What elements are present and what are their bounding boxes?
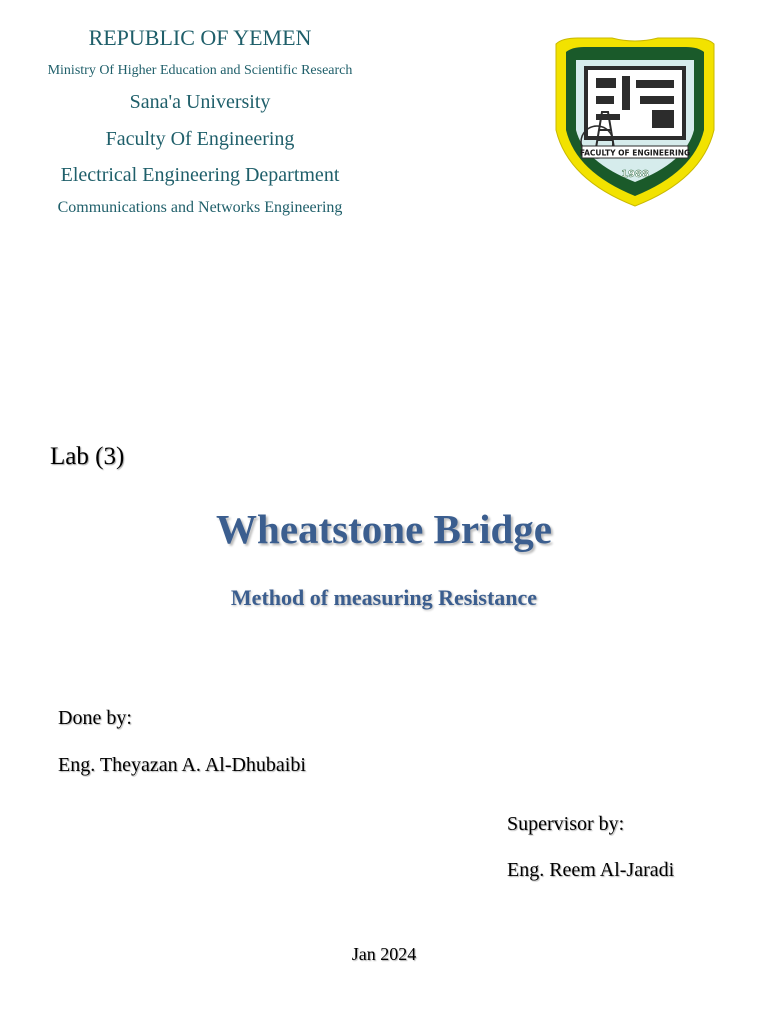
logo-mark-block-2 [622, 76, 630, 110]
supervisor-name: Eng. Reem Al-Jaradi [507, 859, 675, 881]
report-date: Jan 2024 [351, 944, 417, 964]
report-subtitle: Method of measuring Resistance [230, 585, 538, 610]
logo-mark-block-6 [652, 110, 674, 128]
university-name: Sana'a University [129, 91, 271, 113]
logo-faculty-text: FACULTY OF ENGINEERING [579, 148, 691, 158]
lab-number: Lab (3) [50, 443, 125, 470]
logo-mark-block-3 [636, 80, 674, 88]
logo-mark-block-5 [640, 96, 674, 104]
country-name: REPUBLIC OF YEMEN [88, 25, 312, 50]
department-name: Electrical Engineering Department [60, 164, 340, 186]
logo-year: 1988 [621, 169, 649, 180]
report-title: Wheatstone Bridge [216, 506, 552, 552]
logo-mark-block-1 [596, 78, 616, 88]
supervisor-label: Supervisor by: [507, 813, 625, 835]
logo-mark-block-4 [596, 96, 614, 104]
faculty-logo [552, 30, 718, 208]
done-by-label: Done by: [58, 707, 132, 729]
author-name: Eng. Theyazan A. Al-Dhubaibi [58, 754, 306, 776]
program-name: Communications and Networks Engineering [57, 199, 343, 216]
faculty-name: Faculty Of Engineering [105, 128, 295, 150]
ministry-name: Ministry Of Higher Education and Scientific Research [47, 63, 353, 78]
